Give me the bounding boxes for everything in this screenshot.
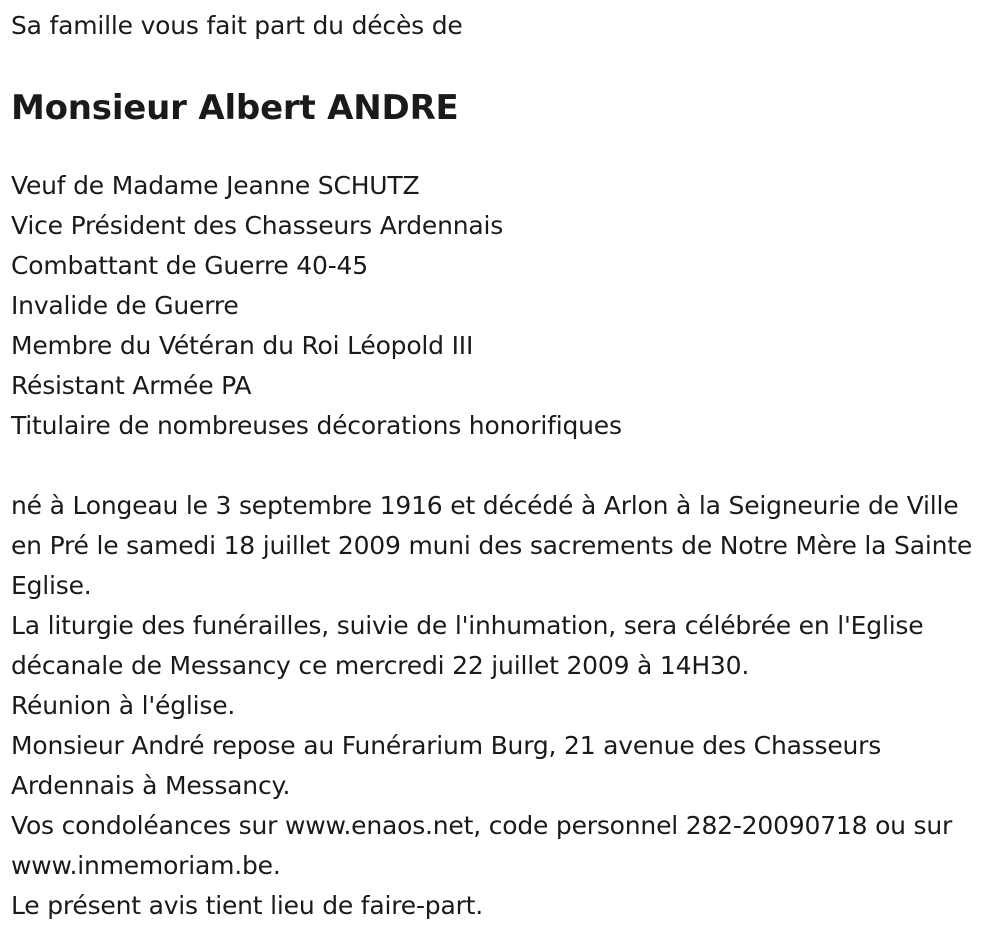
title-line: Membre du Vétéran du Roi Léopold III bbox=[11, 331, 474, 360]
birth-death-paragraph: né à Longeau le 3 septembre 1916 et décédé à Arlon à la Seigneurie de Ville en Pré le samedi 18 juillet 2009 muni des sacrements de Notre Mère la Sainte Eglise. bbox=[11, 491, 973, 600]
title-line: Combattant de Guerre 40-45 bbox=[11, 251, 368, 280]
title-line: Vice Président des Chasseurs Ardennais bbox=[11, 211, 504, 240]
deceased-name: Monsieur Albert ANDRE bbox=[11, 88, 459, 128]
funerarium-paragraph: Monsieur André repose au Funérarium Burg, 21 avenue des Chasseurs Ardennais à Messancy. bbox=[11, 731, 882, 800]
closing-paragraph: Le présent avis tient lieu de faire-part. bbox=[11, 891, 484, 920]
funeral-paragraph: La liturgie des funérailles, suivie de l'inhumation, sera célébrée en l'Eglise décanale de Messancy ce mercredi 22 juillet 2009 à 14H30. bbox=[11, 611, 924, 680]
title-line: Titulaire de nombreuses décorations honorifiques bbox=[11, 411, 622, 440]
title-line: Veuf de Madame Jeanne SCHUTZ bbox=[11, 171, 420, 200]
titles-list bbox=[11, 166, 1000, 446]
title-line: Invalide de Guerre bbox=[11, 291, 239, 320]
notice-body bbox=[11, 486, 996, 926]
title-line: Résistant Armée PA bbox=[11, 371, 252, 400]
condolences-paragraph: Vos condoléances sur www.enaos.net, code personnel 282-20090718 ou sur www.inmemoriam.be. bbox=[11, 811, 953, 880]
meeting-paragraph: Réunion à l'église. bbox=[11, 691, 236, 720]
intro-text: Sa famille vous fait part du décès de bbox=[11, 11, 463, 40]
